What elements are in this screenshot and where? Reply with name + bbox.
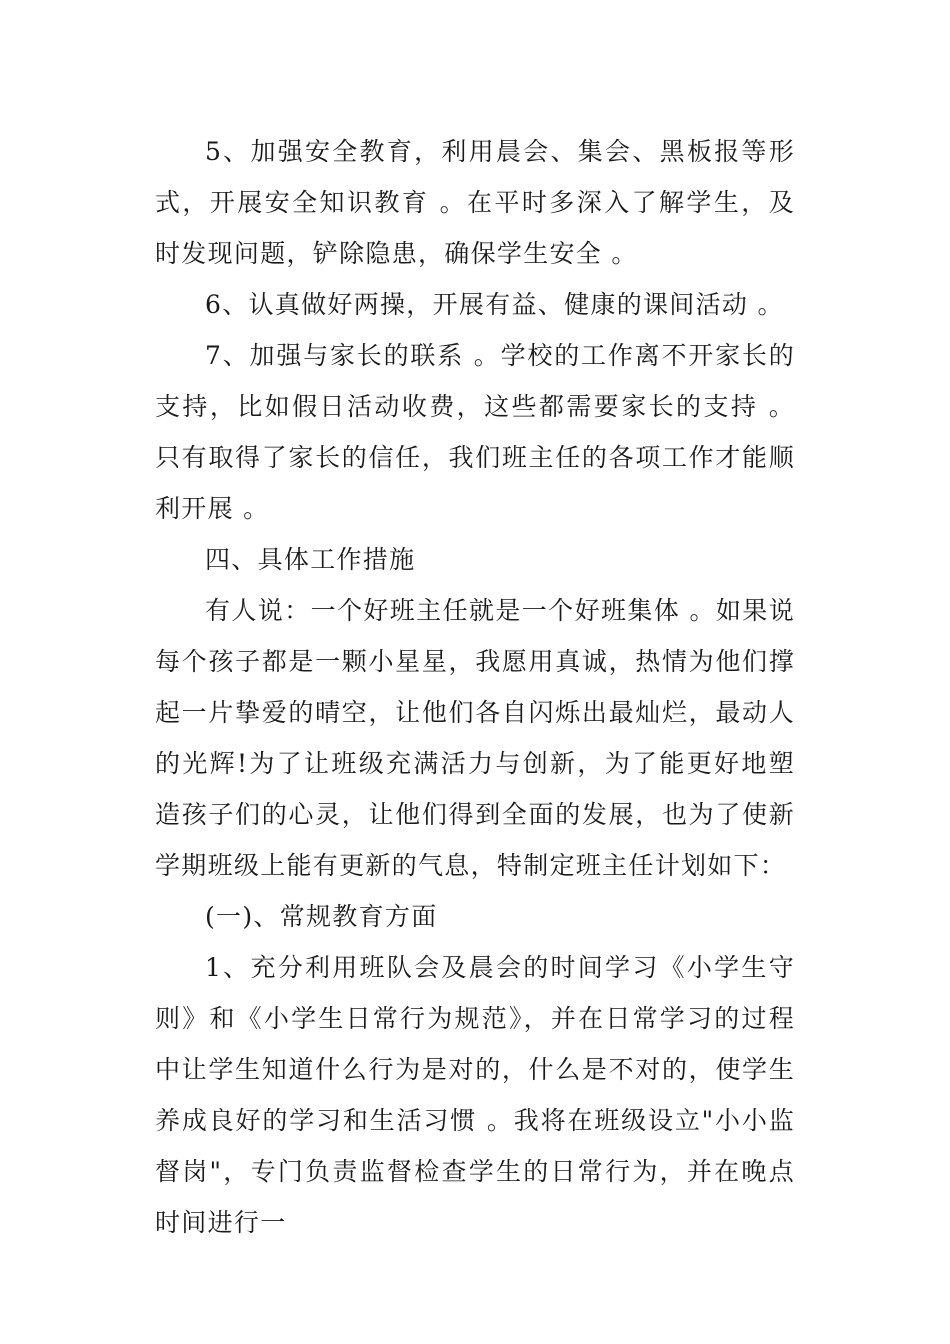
paragraph-exercises: 6、认真做好两操，开展有益、健康的课间活动 。 [205,290,784,319]
paragraph-safety-education: 5、加强安全教育，利用晨会、集会、黑板报等形式，开展安全知识教育 。在平时多深入了解学生，及时发现问题，铲除隐患，确保学生安全 。 [155,137,795,268]
section-heading-measures: 四、具体工作措施 [205,545,416,574]
paragraph-rules-study: 1、充分利用班队会及晨会的时间学习《小学生守则》和《小学生日常行为规范》，并在日常学习的过程中让学生知道什么行为是对的，什么是不对的，使学生养成良好的学习和生活习惯 。我将在班级设立"小小监督岗"，专门负责监督检查学生的日常行为，并在晚点时间进行一 [155,953,795,1237]
document-page [155,126,795,1248]
paragraph-introduction: 有人说：一个好班主任就是一个好班集体 。如果说每个孩子都是一颗小星星，我愿用真诚，热情为他们撑起一片挚爱的晴空，让他们各自闪烁出最灿烂，最动人的光辉!为了让班级充满活力与创新，为了能更好地塑造孩子们的心灵，让他们得到全面的发展，也为了使新学期班级上能有更新的气息，特制定班主任计划如下： [155,596,795,880]
subsection-heading-routine: (一)、常规教育方面 [205,902,438,931]
paragraph-parent-contact: 7、加强与家长的联系 。学校的工作离不开家长的支持，比如假日活动收费，这些都需要家长的支持 。只有取得了家长的信任，我们班主任的各项工作才能顺利开展 。 [155,341,795,523]
